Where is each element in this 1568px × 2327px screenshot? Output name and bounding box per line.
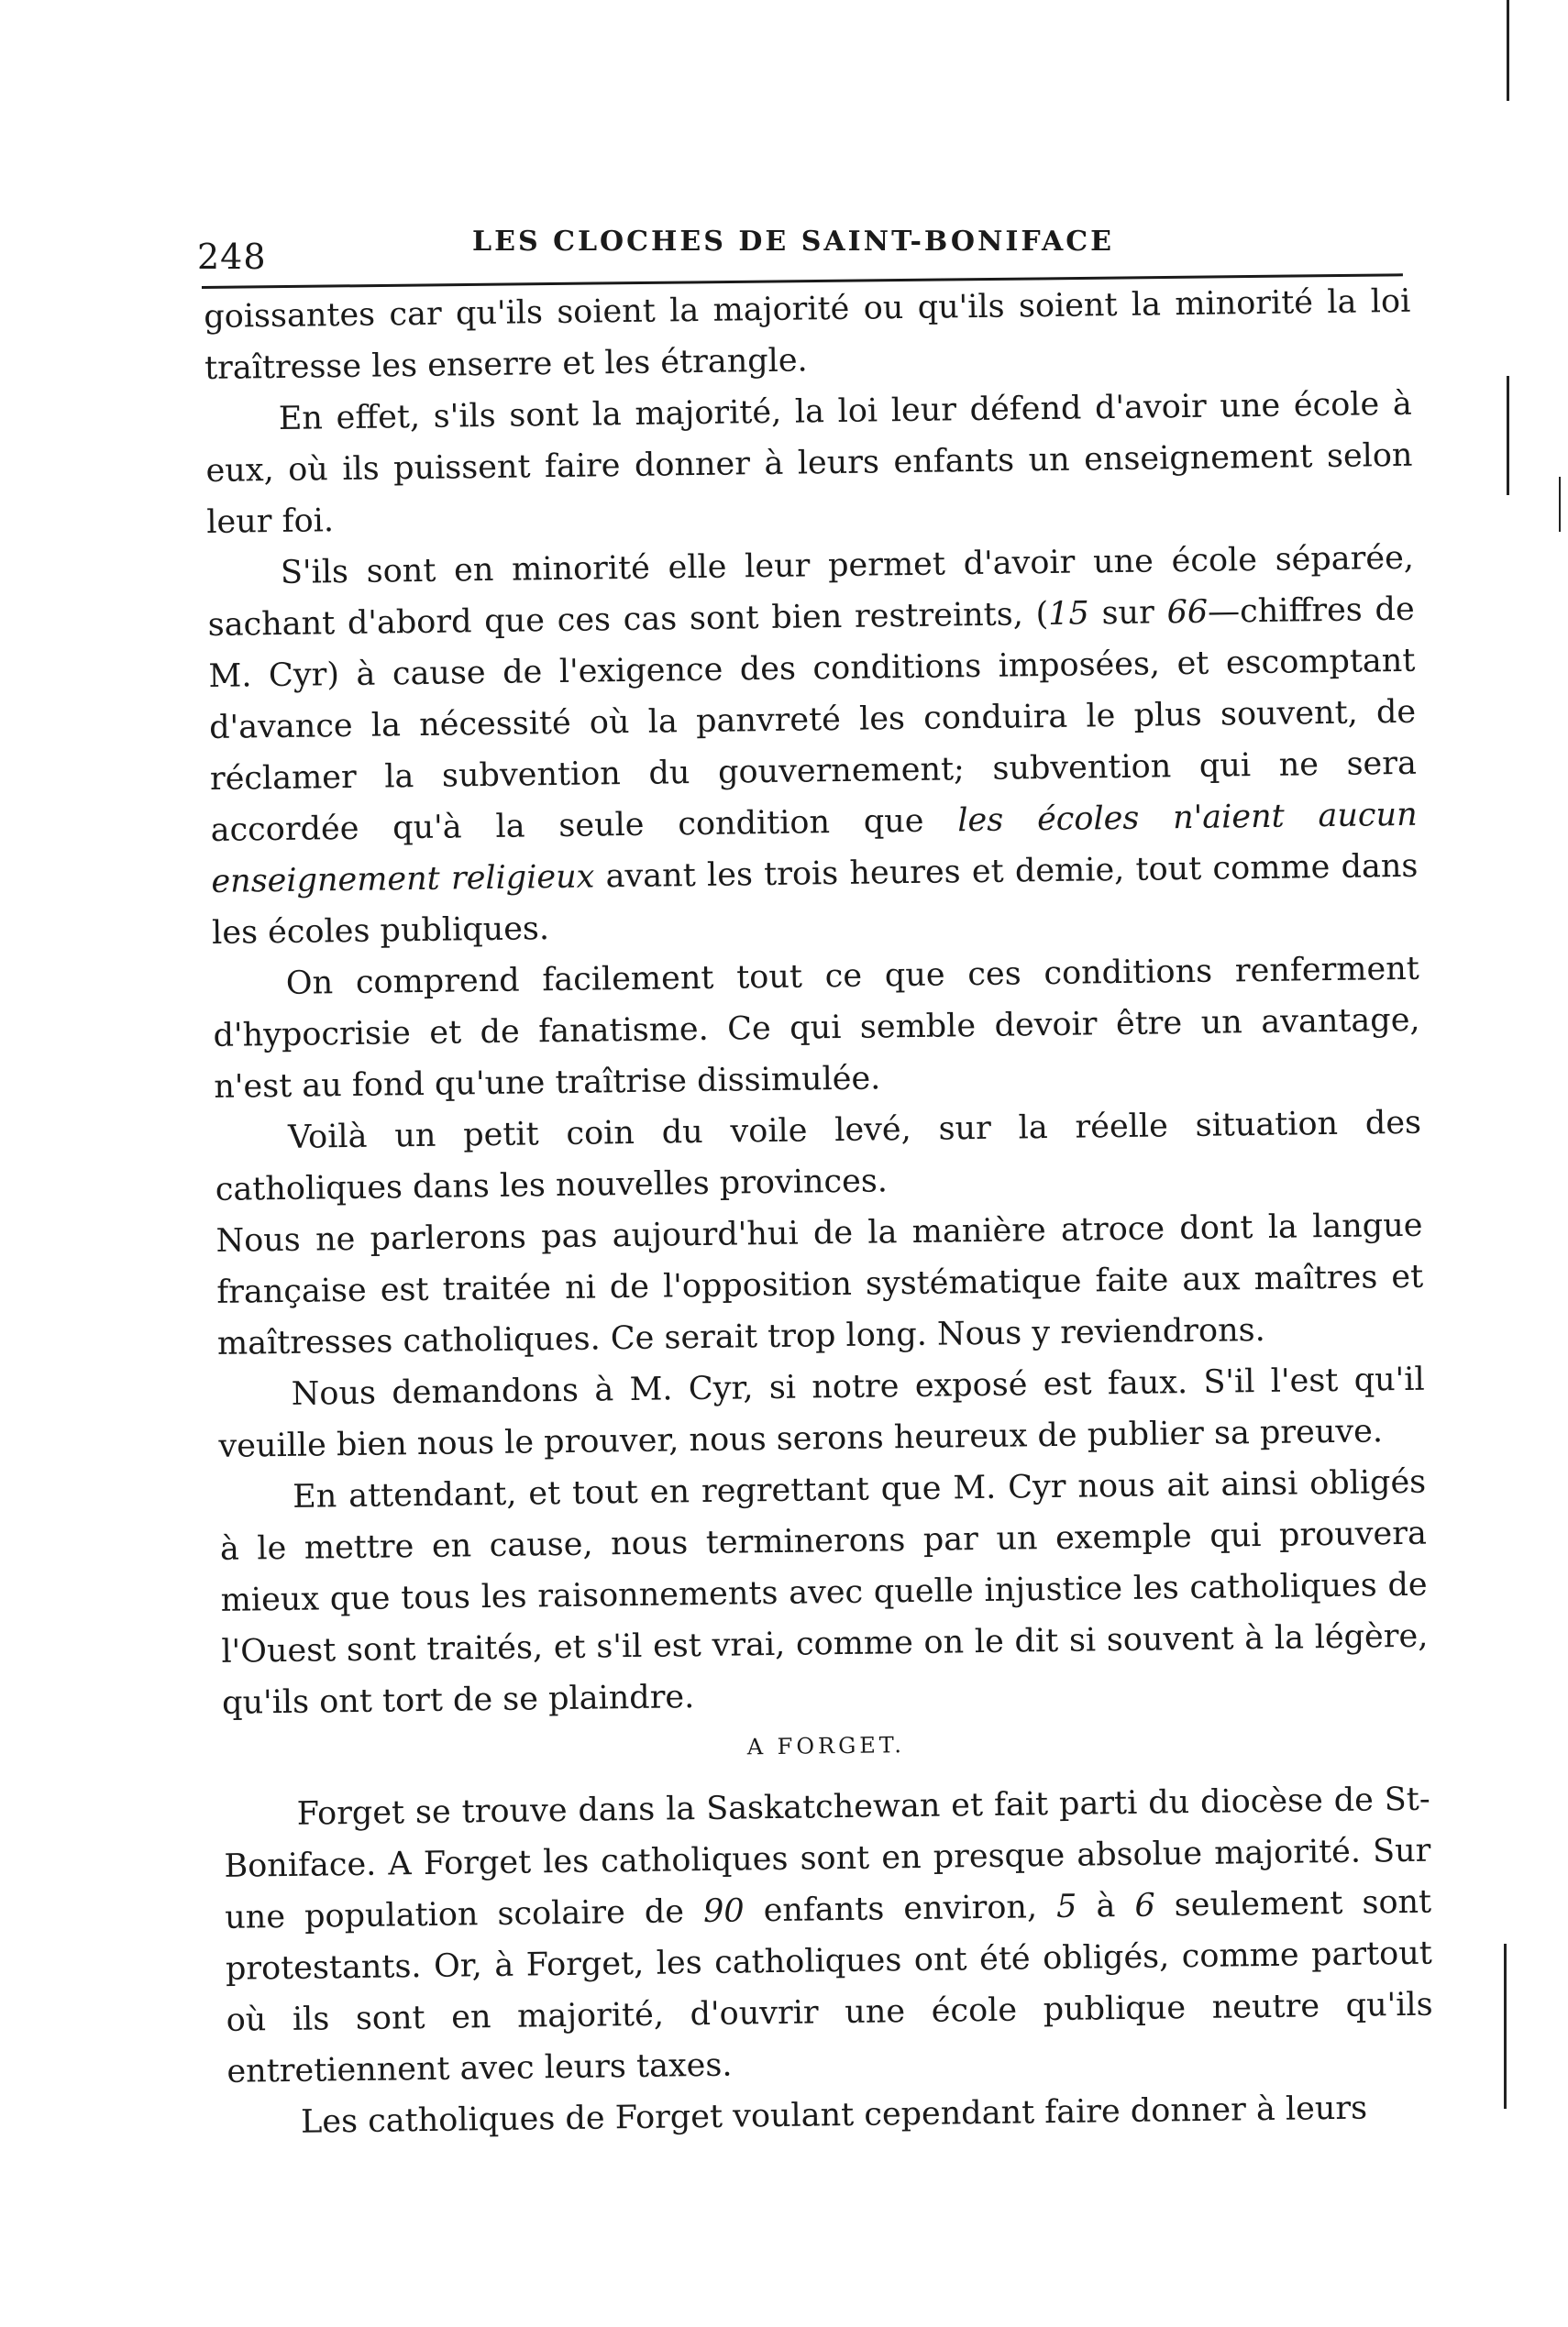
paragraph-7: Nous demandons à M. Cyr, si notre exposé est faux. S'il l'est qu'il veuille bien nous le prouver, nous serons heureux de publier sa preuve. — [218, 1361, 1425, 1465]
section-heading: A FORGET. — [746, 1732, 906, 1760]
scan-edge-mark-top — [1507, 0, 1509, 101]
page-number: 248 — [197, 237, 267, 277]
paragraph-1: goissantes car qu'ils soient la majorité ou qu'ils soient la minorité la loi traîtresse les enserre et les étrangle. — [204, 282, 1411, 387]
section-paragraph-2: Les catholiques de Forget voulant cependant faire donner à leurs — [300, 2090, 1368, 2141]
scan-edge-mark-right — [1559, 477, 1561, 532]
paragraph-3-part-3: sur — [1088, 594, 1167, 633]
paragraph-3-part-5: —chiffres de M. Cyr) à cause de l'exigence des conditions imposées, et escomptant d'avance la nécessité où la panvreté les conduira le plus souvent, de réclamer la subvention du gouvernement; subvention qui ne sera accordée qu'à la seule condition que — [208, 590, 1418, 849]
section-paragraph-1-part-5: à — [1077, 1887, 1135, 1925]
paragraph-3-part-1: S'ils sont en minorité elle leur permet d'avoir une école séparée, sachant d'abord que ces cas sont bien restreints, ( — [207, 539, 1415, 644]
paragraph-3 — [207, 533, 1419, 959]
paragraph-3-figure-15: 15 — [1047, 595, 1090, 633]
paragraph-4: On comprend facilement tout ce que ces conditions renferment d'hypocrisie et de fanatisme. Ce qui semble devoir être un avantage, n'est au fond qu'une traîtrise dissimulée. — [213, 950, 1420, 1106]
scan-edge-mark-mid — [1507, 376, 1509, 495]
running-title: LES CLOCHES DE SAINT-BONIFACE — [472, 226, 1114, 258]
section-paragraph-1-part-3: enfants environ, — [744, 1888, 1057, 1930]
scan-edge-mark-lower — [1504, 1944, 1507, 2109]
paragraph-3-part-7: avant les trois heures et demie, tout comme dans les écoles publiques. — [211, 847, 1419, 952]
paragraph-3-figure-66: 66 — [1166, 593, 1209, 632]
section-paragraph-1-part-1: Forget se trouve dans la Saskatchewan et fait parti du diocèse de St-Boniface. A Forget les catholiques sont en presque absolue majorité. Sur une population scolaire de — [224, 1781, 1431, 1936]
body-text — [204, 276, 1434, 2149]
section-paragraph-1 — [223, 1774, 1433, 2098]
paragraph-3-italic-phrase: les écoles n'aient aucun enseignement religieux — [211, 796, 1418, 900]
paragraph-2: En effet, s'ils sont la majorité, la loi leur défend d'avoir une école à eux, où ils puissent faire donner à leurs enfants un enseignement selon leur foi. — [205, 385, 1413, 541]
section-paragraph-1-figure-6: 6 — [1134, 1887, 1155, 1924]
section-paragraph-1-part-7: seulement sont protestants. Or, à Forget, les catholiques ont été obligés, comme partout où ils sont en majorité, d'ouvrir une école publique neutre qu'ils entretiennent avec leurs taxes. — [225, 1883, 1433, 2090]
section-paragraph-1-figure-90: 90 — [702, 1892, 745, 1931]
paragraph-8: En attendant, et tout en regrettant que M. Cyr nous ait ainsi obligés à le mettre en cause, nous terminerons par un exemple qui prouvera mieux que tous les raisonnements avec quelle injustice les catholiques de l'Ouest sont traités, et s'il est vrai, comme on le dit si souvent à la légère, qu'ils ont tort de se plaindre. — [219, 1463, 1429, 1722]
paragraph-5: Voilà un petit coin du voile levé, sur la réelle situation des catholiques dans les nouvelles provinces. — [215, 1104, 1422, 1208]
page-header — [197, 209, 1389, 277]
section-paragraph-1-figure-5: 5 — [1055, 1888, 1077, 1925]
paragraph-6: Nous ne parlerons pas aujourd'hui de la manière atroce dont la langue française est traitée ni de l'opposition systématique faite aux maîtres et maîtresses catholiques. Ce serait trop long. Nous y reviendrons. — [215, 1207, 1424, 1362]
